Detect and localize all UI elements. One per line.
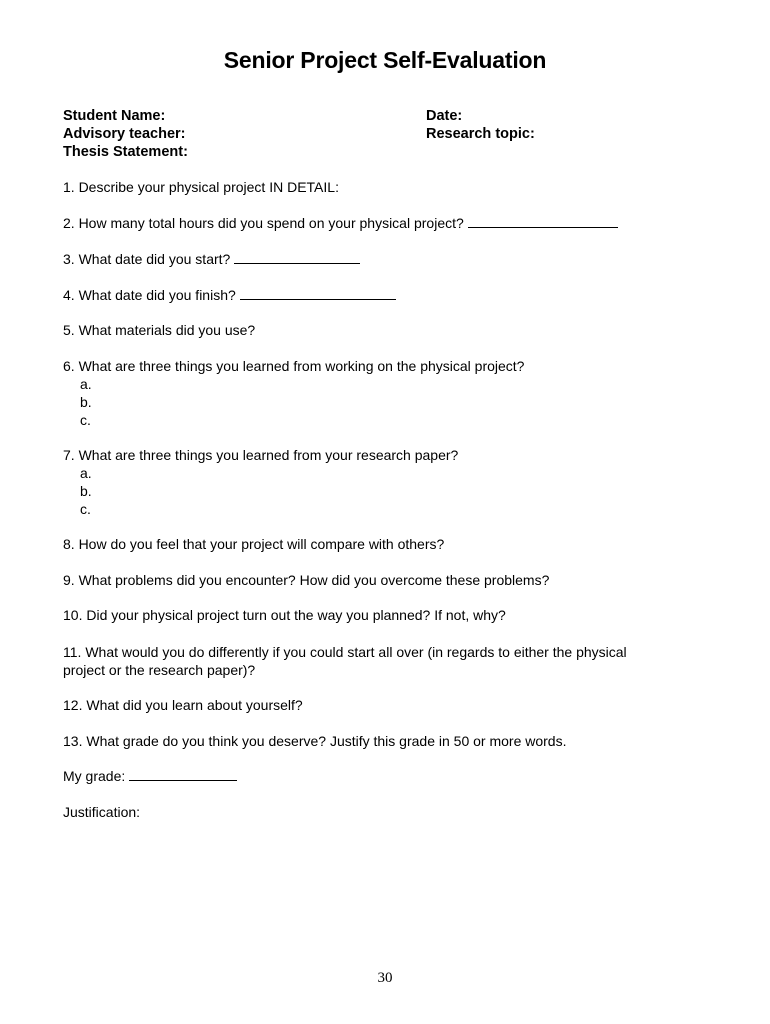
- question-2-text: 2. How many total hours did you spend on your physical project?: [63, 215, 464, 231]
- question-2: [63, 214, 618, 232]
- finish-date-blank[interactable]: [240, 287, 396, 300]
- my-grade-label: My grade:: [63, 768, 126, 784]
- question-8: 8. How do you feel that your project will compare with others?: [63, 536, 445, 552]
- question-4: [63, 286, 396, 304]
- my-grade: [63, 767, 237, 785]
- advisory-teacher-label: Advisory teacher:: [63, 126, 186, 142]
- question-7: 7. What are three things you learned from your research paper?: [63, 447, 459, 463]
- question-3: [63, 250, 360, 268]
- question-9: 9. What problems did you encounter? How did you overcome these problems?: [63, 572, 550, 588]
- question-11-line-2: project or the research paper)?: [63, 662, 256, 678]
- question-11-line-1: 11. What would you do differently if you could start all over (in regards to either the physical: [63, 644, 627, 660]
- research-topic-label: Research topic:: [426, 126, 535, 142]
- hours-blank[interactable]: [468, 215, 618, 228]
- question-7-item-c: c.: [80, 501, 91, 517]
- question-12: 12. What did you learn about yourself?: [63, 697, 303, 713]
- question-1: 1. Describe your physical project IN DETAIL:: [63, 179, 339, 195]
- question-13: 13. What grade do you think you deserve? Justify this grade in 50 or more words.: [63, 733, 567, 749]
- question-3-text: 3. What date did you start?: [63, 251, 231, 267]
- question-5: 5. What materials did you use?: [63, 322, 256, 338]
- thesis-statement-label: Thesis Statement:: [63, 144, 188, 160]
- question-6-item-a: a.: [80, 376, 92, 392]
- question-7-item-a: a.: [80, 465, 92, 481]
- page-number: 30: [377, 970, 393, 986]
- grade-blank[interactable]: [129, 768, 237, 781]
- question-4-text: 4. What date did you finish?: [63, 287, 236, 303]
- student-name-label: Student Name:: [63, 108, 166, 124]
- date-label: Date:: [426, 108, 463, 124]
- start-date-blank[interactable]: [234, 251, 360, 264]
- page-title: Senior Project Self-Evaluation: [223, 47, 547, 73]
- question-6-item-c: c.: [80, 412, 91, 428]
- question-6: 6. What are three things you learned from working on the physical project?: [63, 358, 525, 374]
- question-6-item-b: b.: [80, 394, 92, 410]
- question-10: 10. Did your physical project turn out the way you planned? If not, why?: [63, 607, 506, 623]
- justification-label: Justification:: [63, 804, 141, 820]
- question-7-item-b: b.: [80, 483, 92, 499]
